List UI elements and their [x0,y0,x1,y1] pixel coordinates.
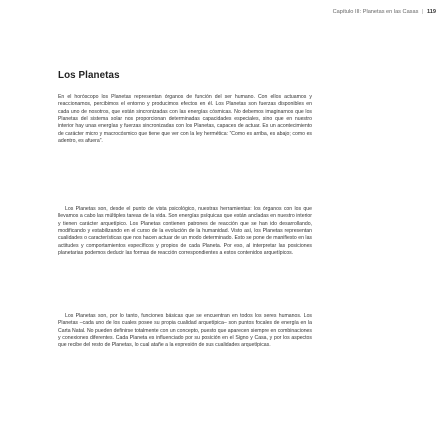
chapter-title: Capítulo III: Planetas en las Casas [332,9,419,15]
section-title: Los Planetas [58,70,120,81]
paragraph-3 [58,313,312,350]
header-separator: | [421,9,424,15]
paragraph-1 [58,94,312,145]
paragraph-2-text: Los Planetas son, desde el punto de vista psicológico, nuestras herramientas: los órganos con los que llevamos a cabo las múltiples tareas de la vida. Son energías psíquicas que están ancladas en nuestro interior y tienen carácter arquetípico. Los Planetas contienen patrones de reacción que se han ido desarrollando, modificando y estabilizando en el curso de la evolución de la humanidad. Visto así, los Planetas representan cualidades o características que nos hacen actuar de un modo determinado. Esto se pone de manifiesto en las actitudes y comportamientos específicos y propios de cada Planeta. Por eso, al interpretar las posiciones planetarias podemos deducir las formas de reacción correspondientes a estos contenidos arquetípicos. [58,206,312,257]
paragraph-1-text: En el horóscopo los Planetas representan órganos de función del ser humano. Con ellos actuamos y reaccionamos, percibimos el entorno y producimos efectos en él. Los Planetas son fuerzas disponibles en cada uno de nosotros, que están sincronizadas con las energías cósmicas. No debemos imaginarnos que los Planetas del sistema solar nos proporcionan determinadas capacidades especiales, sino que en nuestro interior hay unas energías y fuerzas sincronizadas con los Planetas, capaces de actuar. Es un acontecimiento de carácter micro y macrocósmico que tiene que ver con la ley hermética: “Como es arriba, es abajo; como es adentro, es afuera”. [58,94,312,145]
paragraph-2 [58,206,312,257]
paragraph-3-text: Los Planetas son, por lo tanto, funciones básicas que se encuentran en todos los seres humanos. Los Planetas –cada uno de los cuales posee su propia cualidad arquetípica– son puntos focales de energía en la Carta Natal. No pueden definirse totalmente con un concepto, puesto que aparecen siempre en combinaciones y conexiones diferentes. Cada Planeta es influenciado por su posición en el Signo y Casa, y por los aspectos que recibe del resto de Planetas, lo cual atañe a la expresión de sus cualidades arquetípicas. [58,313,312,349]
page-number: 119 [426,9,436,15]
running-header [262,9,436,15]
